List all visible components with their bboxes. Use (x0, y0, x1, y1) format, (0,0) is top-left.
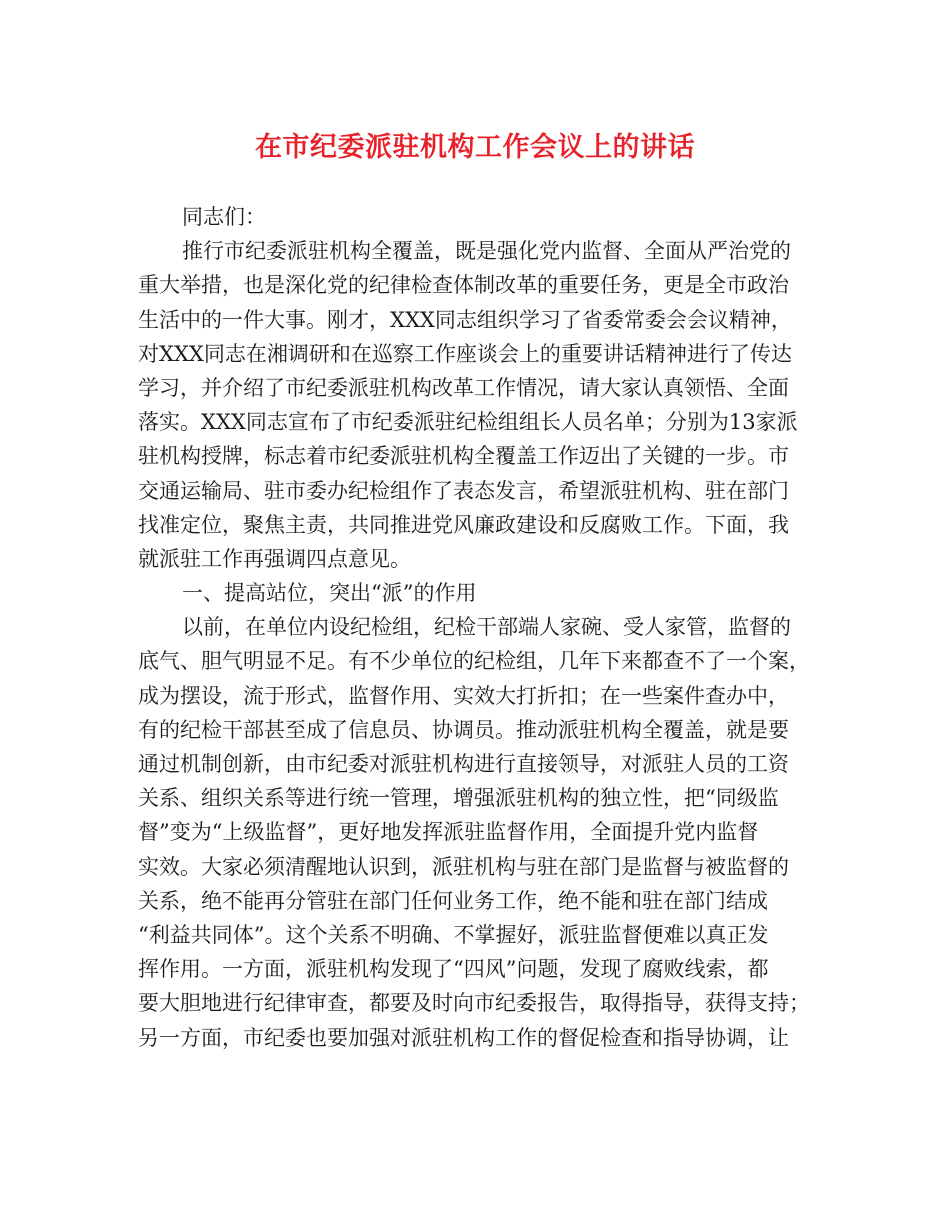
document-body (138, 200, 818, 1055)
body-line: 学习，并介绍了市纪委派驻机构改革工作情况，请大家认真领悟、全面 (138, 375, 789, 400)
salutation-line: 同志们： (182, 205, 266, 229)
document-title: 在市纪委派驻机构工作会议上的讲话 (255, 132, 695, 163)
body-line: 对XXX同志在湘调研和在巡察工作座谈会上的重要讲话精神进行了传达 (138, 341, 792, 366)
body-line: 交通运输局、驻市委办纪检组作了表态发言，希望派驻机构、驻在部门 (138, 478, 789, 503)
body-line: 底气、胆气明显不足。有不少单位的纪检组，几年下来都查不了一个案， (138, 649, 810, 674)
body-line: 有的纪检干部甚至成了信息员、协调员。推动派驻机构全覆盖，就是要 (138, 717, 789, 742)
body-line: “利益共同体”。这个关系不明确、不掌握好，派驻监督便难以真正发 (138, 922, 769, 947)
body-line: 督”变为“上级监督”，更好地发挥派驻监督作用，全面提升党内监督 (138, 820, 759, 845)
body-line: 实效。大家必须清醒地认识到，派驻机构与驻在部门是监督与被监督的 (138, 854, 789, 879)
section-heading: 一、提高站位，突出“派”的作用 (182, 581, 477, 606)
body-line: 找准定位，聚焦主责，共同推进党风廉政建设和反腐败工作。下面，我 (138, 512, 789, 537)
body-line: 以前，在单位内设纪检组，纪检干部端人家碗、受人家管，监督的 (182, 615, 791, 640)
body-line: 驻机构授牌，标志着市纪委派驻机构全覆盖工作迈出了关键的一步。市 (138, 444, 789, 469)
body-line: 关系，绝不能再分管驻在部门任何业务工作，绝不能和驻在部门结成 (138, 888, 768, 913)
body-line: 挥作用。一方面，派驻机构发现了“四风”问题，发现了腐败线索，都 (138, 957, 769, 982)
body-line: 推行市纪委派驻机构全覆盖，既是强化党内监督、全面从严治党的 (182, 239, 791, 264)
body-line: 就派驻工作再强调四点意见。 (138, 546, 411, 571)
body-line: 成为摆设，流于形式，监督作用、实效大打折扣；在一些案件查办中， (138, 683, 789, 708)
body-line: 另一方面，市纪委也要加强对派驻机构工作的督促检查和指导协调，让 (138, 1025, 789, 1050)
body-line: 落实。XXX同志宣布了市纪委派驻纪检组组长人员名单；分别为13家派 (138, 410, 798, 435)
body-line: 关系、组织关系等进行统一管理，增强派驻机构的独立性，把“同级监 (138, 786, 779, 811)
body-line: 重大举措，也是深化党的纪律检查体制改革的重要任务，更是全市政治 (138, 273, 789, 298)
body-line: 生活中的一件大事。刚才，XXX同志组织学习了省委常委会会议精神， (138, 307, 792, 332)
body-line: 通过机制创新，由市纪委对派驻机构进行直接领导，对派驻人员的工资 (138, 752, 789, 776)
body-line: 要大胆地进行纪律审查，都要及时向市纪委报告，取得指导，获得支持； (138, 991, 810, 1016)
